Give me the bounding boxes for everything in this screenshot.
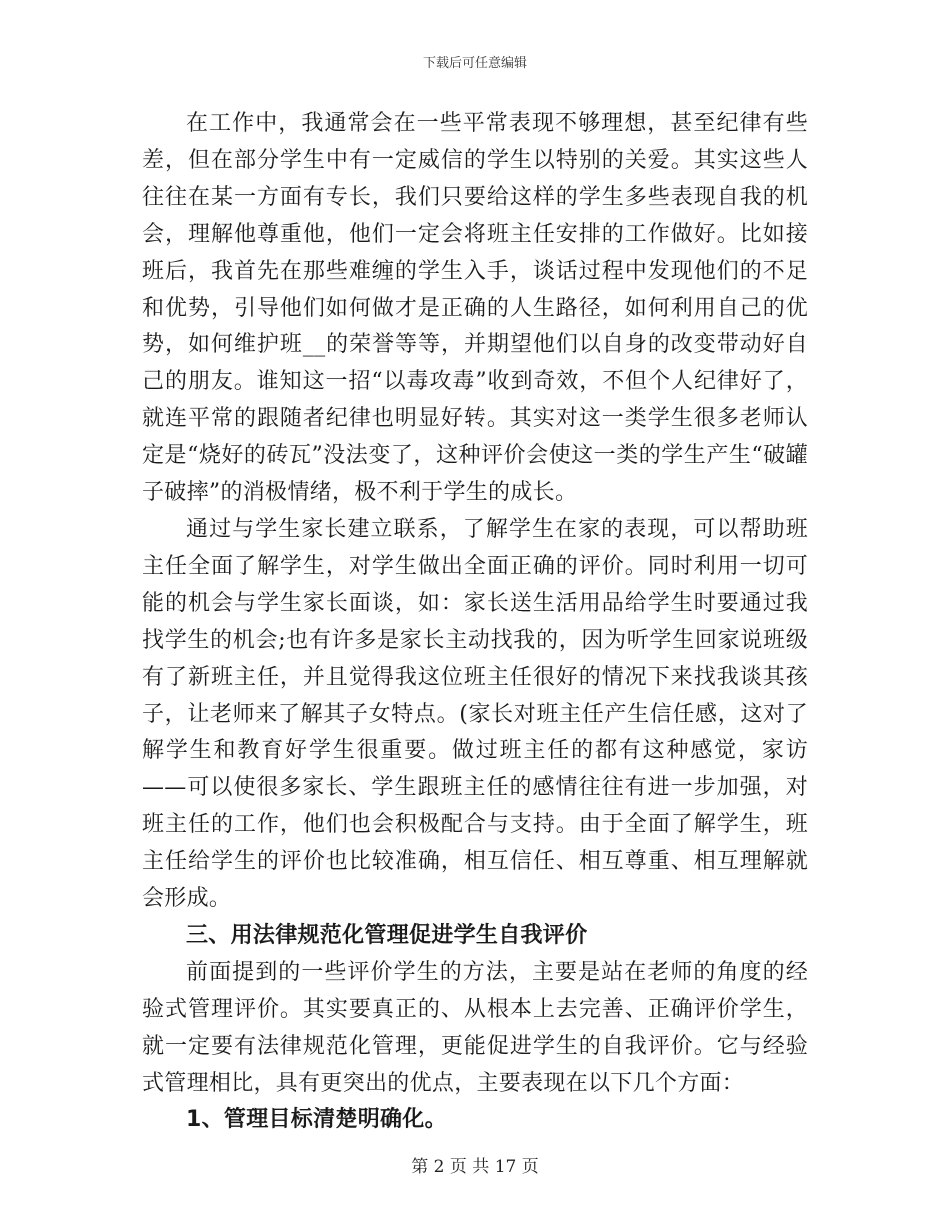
sub-heading: 1、管理目标清楚明确化。 [186, 1107, 447, 1133]
body-paragraph: 在工作中，我通常会在一些平常表现不够理想，甚至纪律有些差，但在部分学生中有一定威信的学生以特别的关爱。其实这些人往往在某一方面有专长，我们只要给这样的学生多些表现自我的机会，理解他尊重他，他们一定会将班主任安排的工作做好。比如接班后，我首先在那些难缠的学生入手，谈话过程中发现他们的不足和优势，引导他们如何做才是正确的人生路径，如何利用自己的优势，如何维护班__的荣誉等等，并期望他们以自身的改变带动好自己的朋友。谁知这一招“以毒攻毒”收到奇效，不但个人纪律好了，就连平常的跟随者纪律也明显好转。其实对这一类学生很多老师认定是“烧好的砖瓦”没法变了，这种评价会使这一类的学生产生“破罐子破摔”的消极情绪，极不利于学生的成长。 [142, 111, 808, 506]
body-paragraph: 通过与学生家长建立联系，了解学生在家的表现，可以帮助班主任全面了解学生，对学生做出全面正确的评价。同时利用一切可能的机会与学生家长面谈，如：家长送生活用品给学生时要通过我找学生的机会;也有许多是家长主动找我的，因为听学生回家说班级有了新班主任，并且觉得我这位班主任很好的情况下来找我谈其孩子，让老师来了解其子女特点。(家长对班主任产生信任感，这对了解学生和教育好学生很重要。做过班主任的都有这种感觉，家访——可以使很多家长、学生跟班主任的感情往往有进一步加强，对班主任的工作，他们也会积极配合与支持。由于全面了解学生，班主任给学生的评价也比较准确，相互信任、相互尊重、相互理解就会形成。 [142, 516, 808, 912]
page-header: 下载后可任意编辑 [422, 56, 527, 71]
section-heading: 三、用法律规范化管理促进学生自我评价 [186, 922, 588, 948]
document-body [142, 106, 808, 1139]
page-number: 第 2 页 共 17 页 [411, 1157, 539, 1177]
body-paragraph: 前面提到的一些评价学生的方法，主要是站在老师的角度的经验式管理评价。其实要真正的、从根本上去完善、正确评价学生，就一定要有法律规范化管理，更能促进学生的自我评价。它与经验式管理相比，具有更突出的优点，主要表现在以下几个方面： [142, 959, 808, 1096]
